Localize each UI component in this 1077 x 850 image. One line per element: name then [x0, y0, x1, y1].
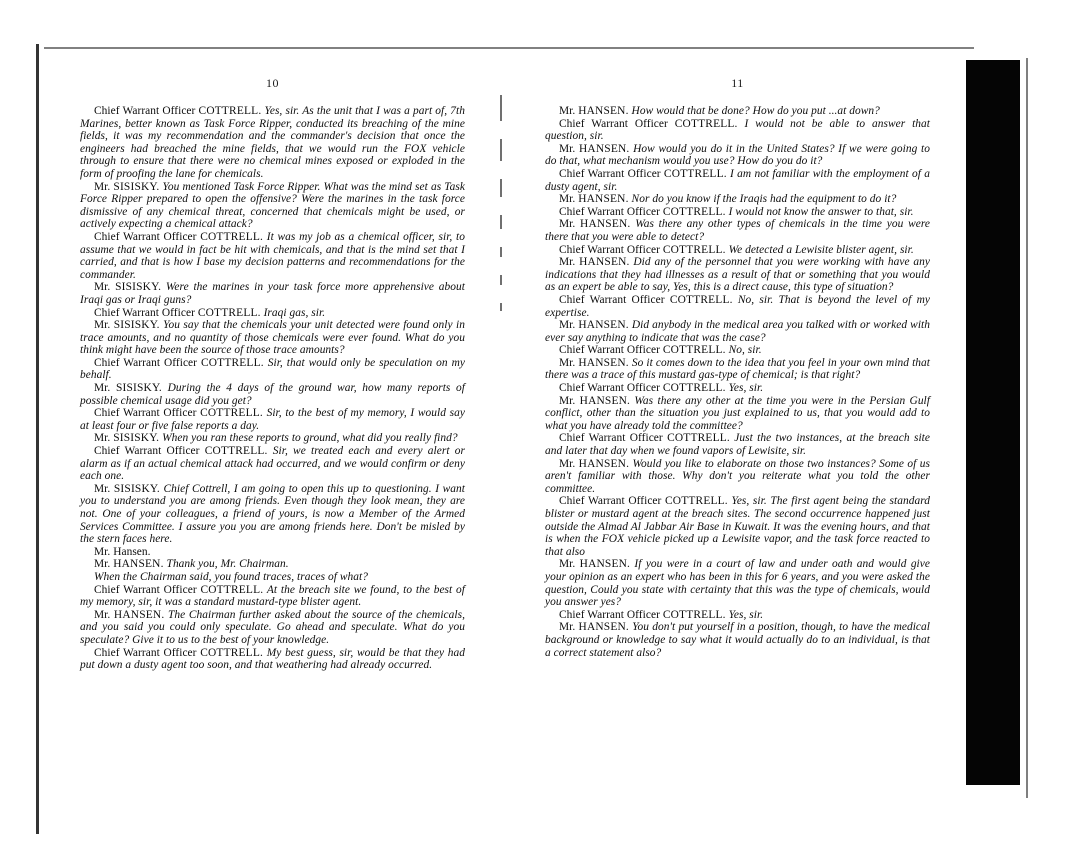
speaker-surname: SISISKY. — [113, 482, 160, 495]
speaker-surname: HANSEN. — [579, 142, 630, 155]
speaker-surname: COTTRELL. — [662, 205, 726, 218]
speaker-name: Chief Warrant Officer — [94, 105, 199, 117]
speaker-surname: COTTRELL. — [663, 167, 727, 180]
speaker-surname: HANSEN. — [113, 558, 164, 571]
transcript-paragraph — [545, 458, 930, 496]
transcript-paragraph — [545, 118, 930, 143]
transcript-paragraph — [545, 244, 930, 257]
transcript-paragraph — [545, 621, 930, 659]
speaker-surname: HANSEN. — [578, 621, 629, 634]
paragraph-text: You mentioned Task Force Ripper. What was the mind set as Task Force Ripper prepared to open the offensive? Were the marines in the task force dismissive of any chemical threat, concerned that chemicals might be used, or actively expecting a chemical attack? — [80, 180, 465, 231]
speaker-name: Chief Warrant Officer — [94, 356, 201, 369]
speaker-name: Mr. — [559, 356, 579, 369]
speaker-name: Mr. — [559, 218, 581, 231]
speaker-name: Mr. — [559, 256, 580, 269]
speaker-name: Mr. — [94, 482, 114, 495]
speaker-name: Mr. Hansen. — [94, 545, 151, 558]
transcript-paragraph — [80, 432, 465, 445]
speaker-surname: SISISKY. — [113, 180, 160, 193]
paragraph-text: Would you like to elaborate on those two instances? Some of us aren't familiar with those. Why don't you reiterate what you told the other committee. — [545, 457, 930, 495]
paragraph-text: Yes, sir. The first agent being the standard blister or mustard agent at the breach sites. The second occurrence happened just outside the Almad Al Jabbar Air Base in Kuwait. It was the evening hours, and that is when the FOX vehicle picked up a Lewisite vapor, and the task force reacted to that also — [545, 495, 930, 558]
speaker-name: Chief Warrant Officer — [559, 205, 663, 218]
left-page-body — [80, 105, 465, 672]
speaker-surname: COTTRELL. — [200, 646, 264, 659]
speaker-surname: HANSEN. — [578, 457, 630, 470]
paragraph-text: Thank you, Mr. Chairman. — [163, 558, 289, 571]
speaker-name: Chief Warrant Officer — [559, 432, 668, 445]
transcript-paragraph — [80, 307, 465, 320]
transcript-paragraph — [80, 281, 465, 306]
speaker-name: Chief Warrant Officer — [94, 646, 201, 659]
transcript-paragraph — [545, 432, 930, 457]
speaker-name: Chief Warrant Officer — [559, 117, 675, 130]
paragraph-text: Sir, to the best of my memory, I would say at least four or five false reports a day. — [80, 407, 465, 432]
paragraph-text: It was my job as a chemical officer, sir, to assume that we would in fact be hit with chemicals, and that is the mind set that I carried, and that is how I base my decision patterns and recommendations for the commander. — [80, 230, 465, 281]
speaker-surname: HANSEN. — [578, 105, 629, 117]
speaker-surname: COTTRELL. — [662, 382, 726, 395]
page-number-right: 11 — [731, 76, 744, 90]
transcript-paragraph — [545, 256, 930, 294]
speaker-surname: COTTRELL. — [662, 243, 726, 256]
speaker-surname: SISISKY. — [115, 382, 162, 395]
paragraph-text: My best guess, sir, would be that they had put down a dusty agent too soon, and that weathering had already occurred. — [80, 646, 465, 672]
paragraph-text: Was there any other at the time you were in the Persian Gulf conflict, other than the situation you just explained to us, that you would add to what you have already told the committee? — [545, 394, 930, 432]
paragraph-text: Just the two instances, at the breach site and later that day when we found vapors of Lewisite, sir. — [545, 432, 930, 458]
right-page — [545, 76, 930, 659]
paragraph-text: Nor do you know if the Iraqis had the equipment to do it? — [628, 193, 897, 206]
transcript-paragraph — [80, 105, 465, 181]
transcript-paragraph — [545, 395, 930, 433]
paragraph-text: You say that the chemicals your unit detected were found only in trace amounts, and no quantity of those chemicals were ever found. What do you think might have been the source of those trace amounts? — [80, 319, 465, 357]
paragraph-text: I would not be able to answer that question, sir. — [545, 117, 930, 143]
speaker-surname: SISISKY. — [115, 281, 162, 294]
transcript-paragraph — [80, 609, 465, 647]
speaker-name: Chief Warrant Officer — [559, 495, 665, 508]
speaker-name: Chief Warrant Officer — [94, 445, 205, 458]
speaker-name: Mr. — [94, 608, 114, 621]
transcript-paragraph — [545, 495, 930, 558]
speaker-name: Chief Warrant Officer — [559, 167, 664, 180]
paragraph-text: I am not familiar with the employment of a dusty agent, sir. — [545, 167, 930, 193]
transcript-paragraph — [80, 558, 465, 571]
paragraph-text: Chief Cottrell, I am going to open this up to questioning. I want you to understand you are among friends. Even though they look mean, they are not. One of your colleagues, a friend of yours, is now a Member of the Armed Services Committee. I assure you you are among friends here. Don't be misled by the stern faces here. — [80, 482, 465, 546]
speaker-surname: COTTRELL. — [662, 608, 726, 621]
speaker-name: Mr. — [559, 193, 579, 206]
speaker-name: Chief Warrant Officer — [94, 306, 198, 319]
transcript-paragraph — [80, 407, 465, 432]
speaker-name: Mr. — [94, 558, 114, 571]
speaker-name: Mr. — [559, 558, 580, 571]
speaker-name: Mr. — [559, 105, 579, 117]
paragraph-text: If you were in a court of law and under oath and would give your opinion as an expert who has been in this for 6 years, and you were asked the question, Could you state with certainty that this was the type of chemicals, would you answer yes? — [545, 558, 930, 609]
transcript-paragraph — [545, 218, 930, 243]
speaker-name: Chief Warrant Officer — [559, 243, 663, 256]
transcript-paragraph — [80, 483, 465, 546]
transcript-paragraph — [80, 546, 465, 559]
paragraph-text: No, sir. That is beyond the level of my expertise. — [545, 293, 930, 319]
speaker-surname: COTTRELL. — [198, 105, 262, 117]
speaker-name: Mr. — [559, 319, 579, 332]
speaker-surname: COTTRELL. — [200, 356, 264, 369]
transcript-paragraph — [545, 609, 930, 622]
transcript-paragraph — [545, 105, 930, 118]
paragraph-text: No, sir. — [725, 344, 762, 357]
paragraph-text: Was there any other types of chemicals in the time you were there that you were able to detect? — [545, 218, 930, 243]
left-page — [80, 76, 465, 672]
speaker-surname: COTTRELL. — [204, 445, 268, 458]
speaker-name: Mr. — [559, 142, 579, 155]
transcript-paragraph — [545, 382, 930, 395]
speaker-name: Chief Warrant Officer — [559, 344, 663, 357]
speaker-surname: HANSEN. — [113, 608, 165, 621]
speaker-name: Mr. — [559, 621, 579, 634]
paragraph-text: So it comes down to the idea that you feel in your own mind that there was a trace of this mustard gas-type of chemical; is that right? — [545, 356, 930, 382]
transcript-paragraph — [80, 647, 465, 672]
speaker-name: Chief Warrant Officer — [559, 608, 663, 621]
transcript-paragraph — [80, 382, 465, 407]
speaker-name: Chief Warrant Officer — [94, 230, 201, 243]
transcript-paragraph — [80, 445, 465, 483]
speaker-name: Chief Warrant Officer — [94, 583, 201, 596]
paragraph-text: When you ran these reports to ground, what did you really find? — [159, 432, 458, 445]
speaker-name: Mr. — [94, 382, 116, 395]
speaker-surname: SISISKY. — [113, 319, 160, 332]
speaker-surname: HANSEN. — [579, 256, 630, 269]
transcript-paragraph — [80, 571, 465, 584]
speaker-name: Mr. — [94, 319, 114, 332]
speaker-surname: HANSEN. — [579, 558, 631, 571]
paragraph-text: How would you do it in the United States? If we were going to do that, what mechanism would you use? How do you do it? — [545, 142, 930, 168]
speaker-surname: COTTRELL. — [200, 583, 264, 596]
speaker-surname: COTTRELL. — [200, 407, 263, 420]
speaker-surname: COTTRELL. — [662, 344, 726, 357]
speaker-surname: HANSEN. — [580, 218, 631, 231]
transcript-paragraph — [545, 168, 930, 193]
paragraph-text: Sir, that would only be speculation on my behalf. — [80, 356, 465, 382]
paragraph-text: Yes, sir. As the unit that I was a part of, 7th Marines, better known as Task Force Ripper, conducted its breaching of the mine fields, it was my recommendation and the commander's decision that once the engineers had breached the mine fields, that we would run the FOX vehicle through to ensure that there were no chemical mines exposed or exploded in the form of proofing the lane for chemicals. — [80, 105, 465, 180]
paragraph-text: Sir, we treated each and every alert or alarm as if an actual chemical attack had occurred, and we would confirm or deny each one. — [80, 445, 465, 483]
right-page-body — [545, 105, 930, 659]
speaker-surname: HANSEN. — [578, 356, 629, 369]
speaker-surname: HANSEN. — [578, 319, 629, 332]
transcript-paragraph — [80, 181, 465, 231]
transcript-paragraph — [80, 231, 465, 281]
paragraph-text: I would not know the answer to that, sir. — [725, 205, 914, 218]
speaker-surname: COTTRELL. — [200, 230, 264, 243]
speaker-name: Chief Warrant Officer — [559, 293, 670, 306]
speaker-name: Mr. — [94, 180, 114, 193]
paragraph-text: When the Chairman said, you found traces, traces of what? — [94, 570, 368, 583]
speaker-surname: COTTRELL. — [667, 432, 730, 445]
speaker-surname: COTTRELL. — [197, 306, 261, 319]
transcript-paragraph — [545, 193, 930, 206]
paragraph-text: At the breach site we found, to the best of my memory, sir, it was a standard mustard-type blister agent. — [80, 583, 465, 609]
paragraph-text: Yes, sir. — [725, 608, 764, 621]
paragraph-text: During the 4 days of the ground war, how many reports of possible chemical usage did you get? — [80, 382, 465, 407]
speaker-name: Chief Warrant Officer — [559, 382, 663, 395]
paragraph-text: Did any of the personnel that you were working with have any indications that they had illnesses as a result of that or something that you would as an expert be able to say, Yes, this is a direct cause, this type of situation? — [545, 256, 930, 294]
speaker-surname: COTTRELL. — [669, 293, 733, 306]
page-number-left: 10 — [266, 76, 279, 90]
speaker-surname: HANSEN. — [578, 193, 629, 206]
transcript-paragraph — [545, 319, 930, 344]
transcript-paragraph — [80, 584, 465, 609]
transcript-paragraph — [545, 558, 930, 608]
transcript-paragraph — [545, 344, 930, 357]
transcript-paragraph — [80, 319, 465, 357]
speaker-surname: HANSEN. — [579, 394, 631, 407]
speaker-name: Mr. — [559, 394, 580, 407]
paragraph-text: We detected a Lewisite blister agent, sir. — [725, 243, 914, 256]
transcript-paragraph — [545, 206, 930, 219]
paragraph-text: The Chairman further asked about the source of the chemicals, and you said you could only speculate. Go ahead and speculate. What do you speculate? Give it to us to the best of your knowledge. — [80, 608, 465, 646]
speaker-name: Mr. — [94, 432, 114, 445]
paragraph-text: You don't put yourself in a position, though, to have the medical background or knowledge to say what it would actually do to an individual, is that a correct statement also? — [545, 621, 930, 659]
speaker-name: Mr. — [94, 281, 116, 294]
speaker-surname: SISISKY. — [113, 432, 160, 445]
speaker-surname: COTTRELL. — [674, 117, 738, 130]
speaker-name: Mr. — [559, 457, 579, 470]
transcript-paragraph — [545, 294, 930, 319]
speaker-name: Chief Warrant Officer — [94, 407, 201, 420]
paragraph-text: Did anybody in the medical area you talked with or worked with ever say anything to indicate that was the case? — [545, 319, 930, 344]
transcript-paragraph — [545, 357, 930, 382]
paragraph-text: How would that be done? How do you put ...at down? — [628, 105, 880, 117]
paragraph-text: Were the marines in your task force more apprehensive about Iraqi gas or Iraqi guns? — [80, 281, 465, 306]
paragraph-text: Iraqi gas, sir. — [260, 306, 326, 319]
transcript-paragraph — [80, 357, 465, 382]
speaker-surname: COTTRELL. — [665, 495, 728, 508]
transcript-paragraph — [545, 143, 930, 168]
paragraph-text: Yes, sir. — [725, 382, 764, 395]
